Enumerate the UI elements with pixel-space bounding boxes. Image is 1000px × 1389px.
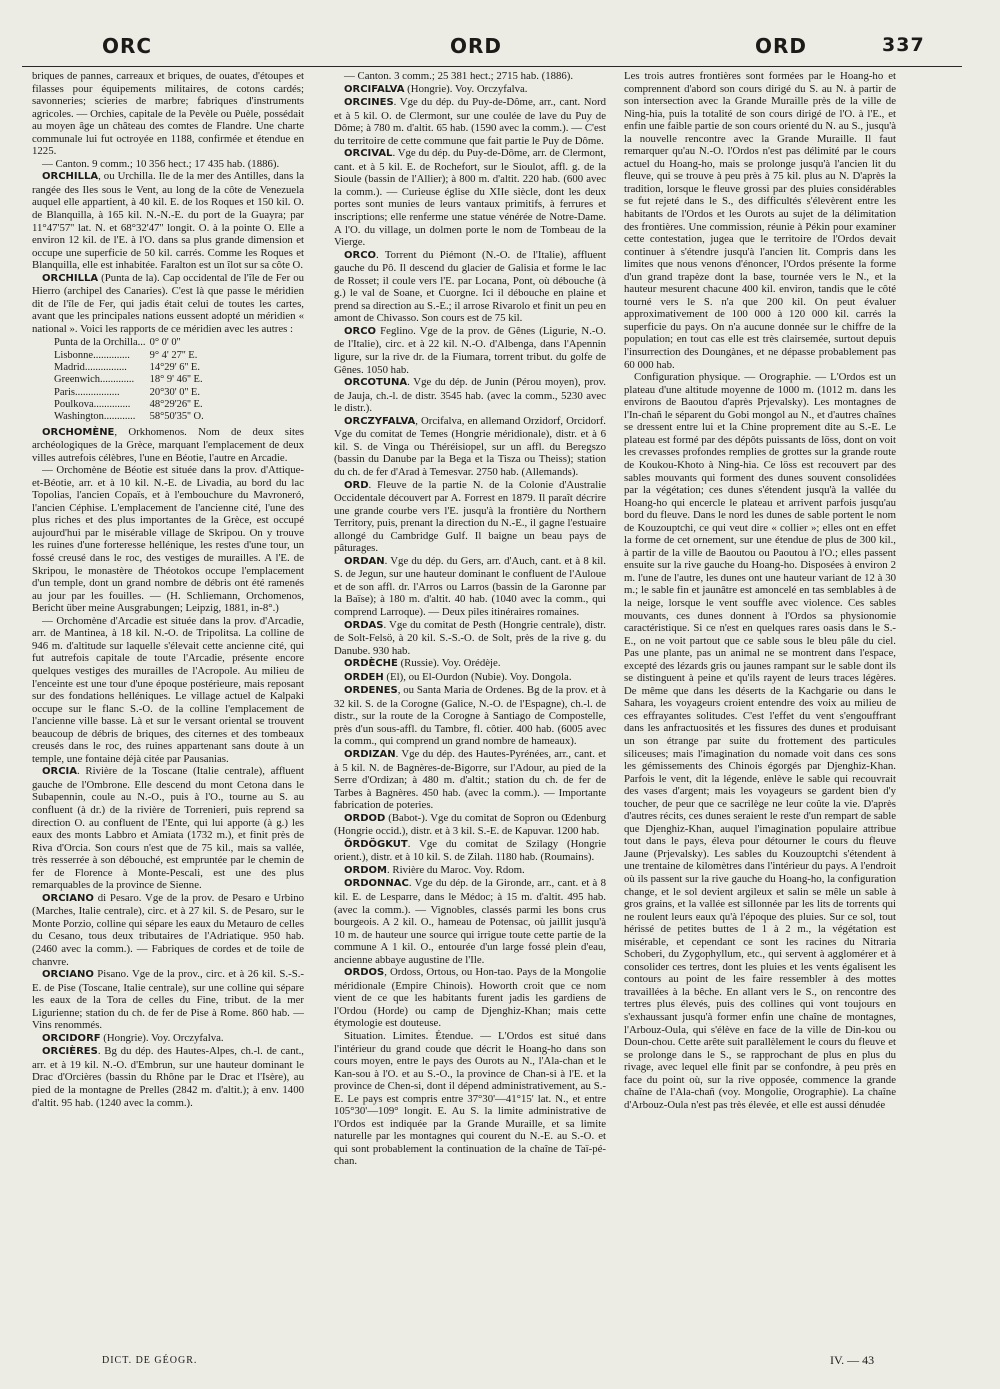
entry-text: . Vge du comitat de Szilagy (Hongrie orient.), distr. et à 10 kil. S. de Zilah. 1180 hab. (Roumains). xyxy=(334,837,606,864)
dictionary-entry xyxy=(334,966,606,1030)
entry-headword: ORCIFALVA xyxy=(344,83,405,95)
entry-text: — Canton. 3 comm.; 25 381 hect.; 2715 hab. (1886). xyxy=(344,70,574,82)
entry-headword: ORDENES xyxy=(344,685,398,697)
meridian-place: Madrid................ xyxy=(54,362,127,374)
entry-text: Pisano. Vge de la prov., circ. et à 26 kil. S.-S.-E. de Pise (Toscane, Italie centrale), sur une colline qui sépare les eaux de la Tora de celles du Fine, tribut. de la mer Ligurienne; station du ch. de fer de Pise à Rome. 860 hab. — Vins renommés. xyxy=(32,968,304,1032)
entry-headword: ORDÈCHE xyxy=(344,658,398,670)
entry-text: Les trois autres frontières sont formées par le Hoang-ho et comprennent d'abord son cours dirigé du S. au N. à partir de son intersection avec la Grande Muraille près de la ville de Ning-hia, puis la totalité de son cours dirigé de l'O. à l'E., et enfin une faible partie de son cours orienté du N. au S., jusqu'à la nouvelle rencontre avec la Grande Muraille. Il faut remarquer qu'au N.-O. l'Ordos n'est pas délimité par le cours actuel du Hoang-ho, mais se prolonge jusqu'à l'ancien lit du fleuve, qui se trouve à peu près à 75 kil. plus au N. D'après la tradition, lorsque le fleuve grossi par des pluies considérables se fut rejeté dans le S., des difficultés s'élevèrent entre les habitants de l'Ordos et les Ourots au sujet de la délimitation des frontières. Une commission, réunie à Pékin pour examiner cette contestation, jugea que le territoire de l'Ordos devait continuer à s'étendre jusqu'à l'ancien lit. Compris dans les limites que nous venons d'énoncer, l'Ordos présente la forme d'un grand trapèze dont la base, tournée vers le N., et la hauteur mesurent chacune 400 kil. environ, tandis que le côté tourné vers le S. n'a que 200 kil. On peut évaluer approximativement de 100 000 à 120 000 kil. carrés la superficie du pays. On n'a aucune donnée sur le chiffre de la population; en tout cas elle est très clairsemée, surtout depuis l'insurrection des Doungànes, et ne dépasse probablement pas 60 000 hab. xyxy=(624,70,896,371)
page-number: 337 xyxy=(882,34,925,56)
dictionary-entry xyxy=(334,70,606,83)
dictionary-entry xyxy=(32,464,304,615)
meridian-row xyxy=(54,411,208,423)
meridian-place: Poulkova.............. xyxy=(54,398,131,410)
entry-text: . Vge du dép. des Hautes-Pyrénées, arr., cant. et à 5 kil. N. de Bagnères-de-Bigorre, sur l'Adour, au pied de la Serre d'Ordizan; à 480 m. d'altit.; station du ch. de fer de Tarbes à Bagnères. 450 hab. (avec la comm.). — Importante fabrication de poteries. xyxy=(334,747,606,812)
meridian-row xyxy=(54,337,208,349)
running-head-right: ORD xyxy=(755,34,808,58)
meridian-value: 14°29' 6'' E. xyxy=(149,362,200,374)
dictionary-entry xyxy=(32,1045,304,1109)
entry-text: Feglino. Vge de la prov. de Gênes (Ligurie, N.-O. de l'Italie), circ. et à 22 kil. N.-O. d'Albenga, dans l'Apennin ligure, sur la rive dr. de la Fiumara, torrent tribut. du golfe de Gênes. 1050 hab. xyxy=(334,324,606,376)
entry-headword: ORCIANO xyxy=(42,892,94,904)
meridian-value: 18° 9' 46'' E. xyxy=(149,374,203,386)
meridian-table xyxy=(54,337,208,423)
column-3-entries xyxy=(624,70,896,1111)
meridian-value: 9° 4' 27'' E. xyxy=(149,349,198,361)
entry-headword: ORCIANO xyxy=(42,969,94,981)
dictionary-entry xyxy=(334,479,606,555)
meridian-value: 20°30' 0'' E. xyxy=(149,386,200,398)
meridian-place: Paris................. xyxy=(54,386,120,398)
entry-headword: ORCIÈRES xyxy=(42,1046,98,1058)
meridian-value: 48°29'26'' E. xyxy=(149,398,203,410)
entry-text: , ou Santa Maria de Ordenes. Bg de la prov. et à 32 kil. S. de la Corogne (Galice, N.-O. de l'Espagne), ch.-l. de distr., sur la route de la Corogne à Santiago de Compostelle, près d'un sous-affl. du Tambre, fl. côtier. 400 hab. (6005 avec la comm., qui comprend un grand nombre de hameaux). xyxy=(334,684,606,748)
meridian-place: Lisbonne.............. xyxy=(54,349,130,361)
entry-headword: ORCO xyxy=(344,325,377,337)
dictionary-entry xyxy=(334,249,606,325)
entry-headword: ORD xyxy=(344,479,369,491)
entry-headword: ORCHILLA xyxy=(42,171,99,183)
entry-headword: ORCHILLA xyxy=(42,272,99,284)
entry-text: — Orchomène de Béotie est située dans la prov. d'Attique-et-Béotie, arr. et à 10 kil. N.-E. de Livadia, au bord du lac Topolias, l'ancien Copaïs, et à l'embouchure du Mavroneró, l'ancien Céphise. L'emplacement de l'ancienne cité, l'une des plus riches et des plus importantes de la Grèce, est occupé aujourd'hui par le misérable village de Skripou. On y trouve les ruines d'une forteresse hellénique, les restes d'une tour, un fossé creusé dans le roc, des vestiges de murailles. A l'E. de Skripou, le monastère de Théotokos occupe l'emplacement d'un temple, dont un grand nombre de débris ont été ramenés au jour par les fouilles. — (H. Schliemann, Orchomenos, Bericht über meine Ausgrabungen; Leipzig, 1881, in-8°.) xyxy=(32,464,304,615)
dictionary-entry xyxy=(334,1030,606,1168)
entry-text: . Rivière du Maroc. Voy. Rdom. xyxy=(386,863,525,876)
entry-text: Situation. Limites. Étendue. — L'Ordos est situé dans l'intérieur du grand coude que décrit le Hoang-ho dans son cours moyen, entre le pays des Ourots au N., l'Ala-chan et le Kan-sou à l'O. et au S.-O., la province de Chan-si à l'E. et la province de Chen-si, dont il dépend administrativement, au S.-E. Le pays est compris entre 37°30'—41°15' lat. N., et entre 105°30'—109° longit. E. Au S. la limite administrative de l'Ordos est indiquée par la Grande Muraille, et sa limite naturelle par les montagnes qui courent du N.-E. au S.-O. et qui sont probablement la continuation de la chaîne de Taï-pé-chan. xyxy=(334,1030,606,1168)
dictionary-entry xyxy=(334,812,606,838)
column-1-entries-continued xyxy=(32,426,304,1110)
entry-headword: ORCOTUNA xyxy=(344,377,408,389)
footer-left: DICT. DE GÉOGR. xyxy=(102,1355,198,1366)
dictionary-entry xyxy=(32,1032,304,1046)
dictionary-entry xyxy=(334,684,606,748)
meridian-row xyxy=(54,350,208,362)
dictionary-entry xyxy=(32,615,304,766)
dictionary-entry xyxy=(32,426,304,465)
entry-text: (Babot-). Vge du comitat de Sopron ou Œdenburg (Hongrie occid.), distr. et à 3 kil. S.-E. de Kapuvar. 1200 hab. xyxy=(334,811,606,838)
entry-headword: ORDAS xyxy=(344,619,384,631)
dictionary-entry xyxy=(32,765,304,891)
entry-headword: ÖRDÖGKUT xyxy=(344,838,408,850)
dictionary-entry xyxy=(32,968,304,1032)
dictionary-entry xyxy=(32,70,304,158)
entry-text: . Fleuve de la partie N. de la Colonie d'Australie Occidentale découvert par A. Forrest en 1879. Il paraît décrire une grande courbe vers l'E. jusqu'à la frontière du Northern Territory, puis, prenant la direction du N.-E., il gagne l'estuaire allongé du Cambridge Gulf. Il baigne un beau pays de pâturages. xyxy=(334,478,606,555)
entry-text: — Canton. 9 comm.; 10 356 hect.; 17 435 hab. (1886). xyxy=(42,157,280,170)
entry-text: . Vge du dép. du Puy-de-Dôme, arr., cant. Nord et à 5 kil. O. de Clermont, sur une coulée de lave du Puy de Dôme; à 780 m. d'altit. 65 hab. (1590 avec la comm.). — C'est du territoire de cette commune que fait partie le Puy de Dôme. xyxy=(334,96,606,147)
dictionary-entry xyxy=(334,864,606,878)
column-1-entries xyxy=(32,70,304,335)
meridian-place: Washington............ xyxy=(54,411,136,423)
entry-text: , Orkhomenos. Nom de deux sites archéologiques de la Grèce, marquant l'emplacement de deux villes autrefois célèbres, l'une en Béotie, l'autre en Arcadie. xyxy=(32,425,304,464)
entry-text: , ou Urchilla. Ile de la mer des Antilles, dans la rangée des Iles sous le Vent, au long de la côte de Venezuela auquel elle appartient, à 40 kil. E. de los Roques et 150 kil. O. de Blanquilla, à 165 kil. N.-N.-E. du port de la Guayra; par 11°47'57'' lat. N. et 68°32'47'' longit. O. à la pointe O. Elle a environ 12 kil. de l'E. à l'O. dans sa plus grande dimension et occupe une superficie de 50 kil. carrés. Comme les Roques et Blanquilla, elle est inhabitée. Faralton est un îlot sur sa côte O. xyxy=(32,170,304,272)
entry-headword: ORCIA xyxy=(42,766,77,778)
dictionary-entry xyxy=(334,671,606,685)
entry-headword: ORCIVAL xyxy=(344,148,393,160)
dictionary-entry xyxy=(334,83,606,97)
entry-text: . Vge du comitat de Pesth (Hongrie centrale), distr. de Solt-Felsö, à 20 kil. S.-S.-O. de Solt, près de la rive g. du Danube. 930 hab. xyxy=(334,618,606,657)
column-1 xyxy=(32,70,304,1300)
dictionary-entry xyxy=(334,376,606,415)
entry-headword: ORDAN xyxy=(344,555,385,567)
column-3 xyxy=(624,70,896,1300)
entry-text: . Rivière de la Toscane (Italie centrale), affluent gauche de l'Ombrone. Elle descend du mont Cetona dans le Subapennin, coule au N.-O., puis à l'O., tourne au S. au confluent (à dr.) de la rivière de Torrenieri, puis reprend sa direction O. au confluent de l'Ente, qui lui apporte (à g.) les eaux des monts Labbro et Amiata (1732 m.), et finit près de Riva d'Orcia. Son cours n'est que de 75 kil., mais sa vallée, très resserrée à son débouché, est empruntée par le chemin de fer de Florence à Monte-Pescali, est une des plus remarquables de la province de Sienne. xyxy=(32,765,304,892)
dictionary-entry xyxy=(334,657,606,671)
running-head-left: ORC xyxy=(102,34,153,58)
dictionary-entry xyxy=(624,70,896,371)
entry-headword: ORCINES xyxy=(344,97,394,109)
entry-headword: ORCHOMÈNE xyxy=(42,426,115,438)
dictionary-entry xyxy=(334,748,606,812)
entry-text: (Russie). Voy. Orédèje. xyxy=(397,657,501,670)
entry-headword: ORDOM xyxy=(344,864,387,876)
dictionary-entry xyxy=(334,325,606,376)
dictionary-entry xyxy=(32,272,304,336)
entry-text: — Orchomène d'Arcadie est située dans la prov. d'Arcadie, arr. de Mantinea, à 18 kil. N.-O. de Tripolitsa. La colline de 946 m. d'altitude sur laquelle s'élevait cette ancienne cité, qui fut autrefois capitale de toute l'Arcadie, présente encore quelques vestiges des murailles de l'Acropole. Au milieu de l'enceinte est une tour d'une époque postérieure, mais reposant sur des fondations helléniques. Le village actuel de Kalpaki occupe sur le flanc S.-O. de la colline l'emplacement de l'ancienne ville basse. Là et sur le versant oriental se trouvent beaucoup de débris de briques, des citernes et des tombeaux creusés dans le roc, des ruines appartenant sans doute à un temple, une fontaine déjà citée par Pausanias. xyxy=(32,614,304,765)
dictionary-entry xyxy=(334,147,606,248)
entry-text: , Orcifalva, en allemand Orzidorf, Orcidorf. Vge du comitat de Temes (Hongrie méridionale), distr. et à 6 kil. S. de Vinga ou Théréisiopel, sur un affl. du Beregszo (bassin du Danube par la Bega et la Tisza ou Theiss); station du ch. de fer d'Arad à Temesvar. 2750 hab. (Allemands). xyxy=(334,414,606,478)
entry-headword: ORDONNAC xyxy=(344,878,409,890)
meridian-value: 58°50'35'' O. xyxy=(149,411,204,423)
meridian-row xyxy=(54,399,208,411)
meridian-row xyxy=(54,387,208,399)
header-rule xyxy=(22,66,962,67)
dictionary-entry xyxy=(334,96,606,147)
entry-text: . Vge du dép. de la Gironde, arr., cant. et à 8 kil. E. de Lesparre, dans le Médoc; à 15 m. d'altit. 495 hab. (avec la comm.). — Vignobles, classés parmi les bons crus bourgeois. A 2 kil. O., hameau de Potensac, où jaillit jusqu'à 10 m. de hauteur une source qui irrigue toute cette partie de la commune A 1 kil. O., entourée d'un large fossé plein d'eau, ancienne abbaye augustine de l'Ile. xyxy=(334,877,606,966)
running-head-center: ORD xyxy=(450,34,503,58)
entry-text: (Hongrie). Voy. Orczyfalva. xyxy=(100,1031,224,1044)
entry-headword: ORCIDORF xyxy=(42,1032,101,1044)
meridian-place: Greenwich............. xyxy=(54,374,135,386)
entry-headword: ORCZYFALVA xyxy=(344,415,416,427)
dictionary-entry xyxy=(32,158,304,171)
meridian-row xyxy=(54,374,208,386)
entry-text: briques de pannes, carreaux et briques, de ouates, d'étoupes et filasses pour équipements militaires, de cotons cardés; savonneries; scieries de marbre; fabriques d'instruments agricoles. — Orchies, capitale de la Pevèle ou Puèle, possédait au moyen âge un château des comtes de Flandre. Une charte communale lui fut octroyée en 1188, confirmée et étendue en 1225. xyxy=(32,70,304,158)
dictionary-entry xyxy=(334,877,606,966)
entry-text: Configuration physique. — Orographie. — L'Ordos est un plateau d'une altitude moyenne de 1000 m. (1012 m. dans les environs de Baoutou d'après Prjevalsky). Les montagnes de l'In-chañ le séparent du Gobi mongol au N., et d'autres chaînes se dressent entre lui et la Chine proprement dite au S.-E. Le plateau est formé par des dépôts puissants de löss, dont on voit les crevasses profondes remplies de grottes sur la grande route de Koukou-Khoto à Ning-hia. Ce löss est recouvert par des sables mouvants qui forment des dunes souvent consolidées par la végétation; ces dunes s'étendent jusqu'à la vallée du Hoang-ho qui encercle le plateau et arrivent parfois jusqu'au bord du fleuve. Dans le nord les dunes de sable portent le nom de Kouzouptchi, ce qui veut dire « collier »; elles ont en effet la forme de cet ornement, sur une étendue de plus de 300 kil., à partir de la ville de Baoutou ou Paoutou à l'O.; elles passent ensuite sur la rive gauche du Hoang-ho. Disposées à environ 2 m. l'une de l'autre, les dunes ont une hauteur variant de 12 à 30 m.; le sable fin et jaunâtre est amoncelé en tas semblables à de la neige, lorsque le vent souffle avec violence. Ces sables mouvants, ces dunes donnent à l'Ordos sa physionomie caractéristique. Si ce n'est en quelques rares oasis dans le S.-E., on ne voit partout que ce sable sous le bleu pâle du ciel. Pas une plante, pas un animal ne se montrent dans l'espace, excepté des lézards gris ou jaunes rampant sur le sable dont ils se distinguent à peine et qu'ils rayent de leurs traces légères. De même que dans les déserts de la Kachgarie ou dans le Sahara, les voyageurs croient entendre des voix au milieu de ces effrayantes solitudes. C'est l'effet du vent s'engouffrant dans les anfractuosités et les fissures des dunes et produisant un son étrange par suite du frottement des particules siliceuses; mais l'imagination du nomade voit dans ces sons les gémissements des Chinois égorgés par Djenghiz-Khan. Parfois le vent, dit la légende, enlève le sable qui recouvrait des vases d'argent; mais les voyageurs se gardent bien d'y toucher, de peur que ce sacrilège ne leur coûte la vie. D'après d'autres récits, ces dunes seraient le reste d'un rempart de sable que Djenghiz-Khan, auquel l'imagination populaire attribue tout dans le pays, éleva pour détourner le cours du fleuve Jaune (Prjevalsky). Les sables du Kouzouptchi s'étendent à une trentaine de kilomètres dans l'intérieur du pays. A l'endroit où ils passent sur la rive gauche du Hoang-ho, la configuration change, et le sol devient argileux et salin se mêle un sable à gros grains, et la vallée est sillonnée par les lits de torrents qui ne roulent leurs eaux qu'à l'époque des pluies. Sur ce sol, tout hérissé de petites buttes de 1 à 2 m., la végétation est misérable, et cependant ce sont les racines du Nitraria Schoberi, du Zygophyllum, etc., qui servent à agglomérer et à consolider ces tertres, dont les pluies et les vents égalisent les contours au point de les faire ressembler à des mottes travaillées à la bêche. En allant vers le S., on rencontre des tertres plus élevés, puis des collines qui vont toujours en s'exhaussant jusqu'à former enfin une chaîne de montagnes, l'Arbouz-Oula, qui s'élève en face de la ville de Din-kou ou Doun-chou. Cette arête suit parallèlement le cours du fleuve et se prolonge dans le S., se rapprochant de plus en plus du rivage, avec lequel elle finit par se confondre, à peu près en face du point où, sur la rive opposée, commence la grande chaîne de l'Ala-chañ (voy. Mongolie, Orographie). La chaîne d'Arbouz-Oula n'est pas très élevée, et elle est aussi dénudée xyxy=(624,371,896,1111)
entry-headword: ORDEH xyxy=(344,671,384,683)
entry-text: (Punta de la). Cap occidental de l'île de Fer ou Hierro (archipel des Canaries). C'est là que passe le méridien dit de l'île de Fer, qui jadis était celui de toutes les cartes, avant que les principales nations eussent adopté un méridien « national ». Voici les rapports de ce méridien avec les autres : xyxy=(32,271,304,335)
entry-text: , Ordoss, Ortous, ou Hon-tao. Pays de la Mongolie méridionale (Empire Chinois). Howorth croit que ce nom vient de ce que les habitants furent jadis les gardiens de l'Ordou (Horde) ou camp de Djenghiz-Khan; mais cette étymologie est douteuse. xyxy=(334,966,606,1030)
entry-text: . Vge du dép. du Gers, arr. d'Auch, cant. et à 8 kil. S. de Jegun, sur une hauteur dominant le confluent de l'Auloue et de son affl. dr. l'Arros ou Larros (bassin de la Garonne par la Baïse); à 180 m. d'altit. 40 hab. (1040 avec la comm., qui comprend Larroque). — Deux piles itinéraires romaines. xyxy=(334,554,606,618)
dictionary-entry xyxy=(334,838,606,864)
entry-headword: ORDIZAN xyxy=(344,748,396,760)
entry-headword: ORCO xyxy=(344,249,377,261)
dictionary-entry xyxy=(624,371,896,1111)
entry-text: . Bg du dép. des Hautes-Alpes, ch.-l. de cant., arr. et à 19 kil. N.-O. d'Embrun, sur une hauteur dominant le Drac d'Orcières (bassin du Rhône par le Drac et l'Isère), au pied de la montagne de Prelles (2842 m. d'altit.); à env. 1400 d'altit. 95 hab. (1240 avec la comm.). xyxy=(32,1045,304,1109)
dictionary-entry xyxy=(334,555,606,619)
entry-text: . Vge du dép. de Junin (Pérou moyen), prov. de Jauja, ch.-l. de distr. 3545 hab. (avec la comm., 5230 avec le distr.). xyxy=(334,376,606,415)
dictionary-entry xyxy=(334,619,606,658)
entry-text: . Vge du dép. du Puy-de-Dôme, arr. de Clermont, cant. et à 5 kil. E. de Rochefort, sur le Sioulot, affl. g. de la Sioule (bassin de l'Allier); à 800 m. d'altit. 220 hab. (600 avec la comm.). — Curieuse église du XIIe siècle, dont les deux portes sont munies de leurs vantaux primitifs, à ferrures et inscriptions; elle renferme une statue vénérée de Notre-Dame. A l'O. du village, un dolmen porte le nom de Tombeau de la Vierge. xyxy=(334,147,606,249)
dictionary-entry xyxy=(32,170,304,271)
meridian-value: 0° 0' 0'' xyxy=(149,337,181,349)
meridian-place: Punta de la Orchilla... xyxy=(54,337,146,349)
dictionary-entry xyxy=(32,892,304,968)
entry-text: (El), ou El-Ourdon (Nubie). Voy. Dongola. xyxy=(383,670,572,683)
entry-headword: ORDOD xyxy=(344,812,386,824)
dictionary-entry xyxy=(334,415,606,479)
entry-text: . Torrent du Piémont (N.-O. de l'Italie), affluent gauche du Pô. Il descend du glacier de Galisia et forme le lac de Rosset; il coule vers l'E. par Locana, Pont, où débouche (à g.) le val de Soane, et Cuorgne. Ici il débouche en plaine et prend sa direction au S.-E.; il arrose Rivarolo et finit un peu en amont de Chivasso. Son cours est de 75 kil. xyxy=(334,248,606,325)
entry-headword: ORDOS xyxy=(344,967,385,979)
column-2 xyxy=(334,70,606,1300)
footer-right: IV. — 43 xyxy=(830,1353,875,1367)
entry-text: di Pesaro. Vge de la prov. de Pesaro e Urbino (Marches, Italie centrale), circ. et à 27 kil. S. de Pesaro, sur le Monte Porzio, colline qui sépare les eaux du Metauro de celles du Cesano, tous deux tributaires de l'Adriatique. 950 hab. (2460 avec la comm.). — Fabriques de cordes et de toile de chanvre. xyxy=(32,891,304,968)
meridian-row xyxy=(54,362,208,374)
column-2-entries xyxy=(334,70,606,1168)
entry-text: (Hongrie). Voy. Orczyfalva. xyxy=(404,82,528,95)
